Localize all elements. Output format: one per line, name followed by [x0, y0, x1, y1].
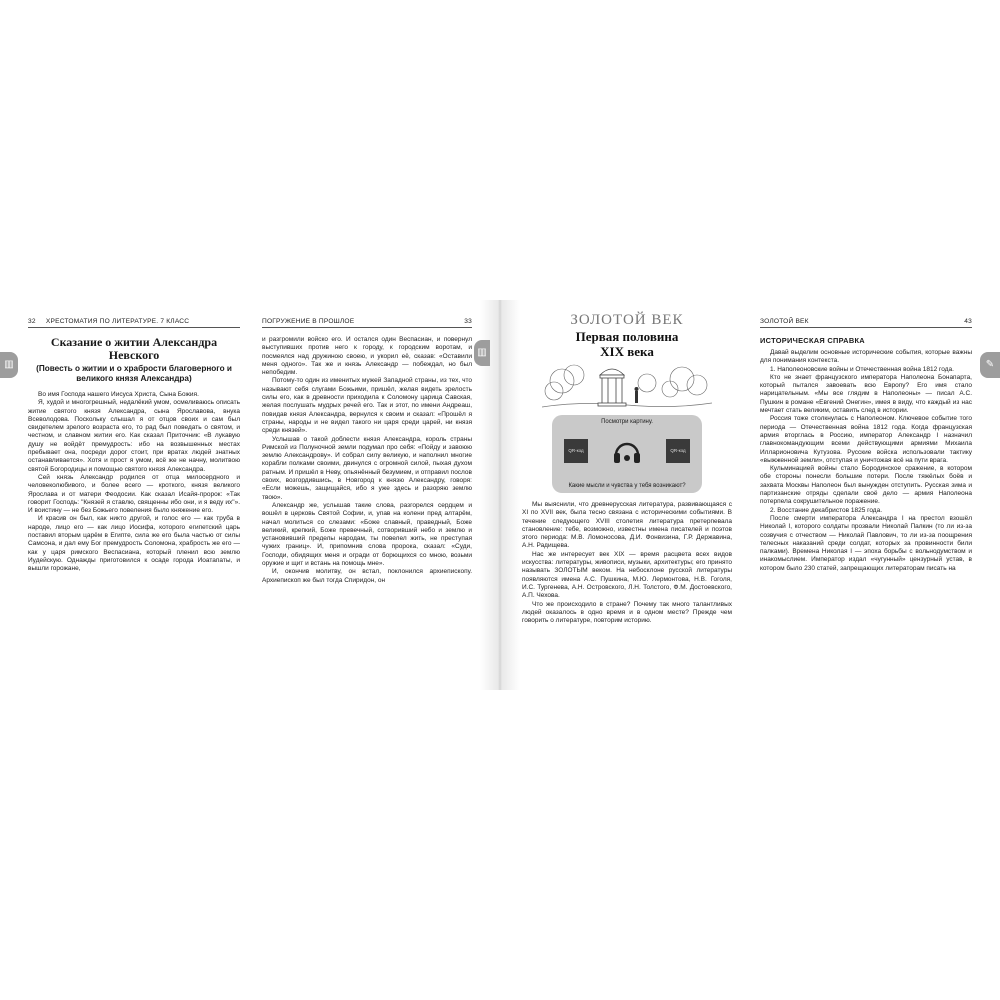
chapter-title-line1: Первая половина — [575, 329, 679, 344]
paragraph: 2. Восстание декабристов 1825 года. — [770, 506, 883, 514]
history-reference-heading: ИСТОРИЧЕСКАЯ СПРАВКА — [760, 336, 865, 345]
paragraph: Потому-то один из именитых мужей Западной страны, из тех, что называют себя слугами Божьими, пришёл, желая видеть зрелость силы его, как в древности приходила к Соломону царица Савская, желая послушать мудрых речей его. Так и этот, по имени Андреаш, повидав князя Александра, вернулся к своим и сказал: «Прошёл я страны, народы и не видел такого ни царя среди царей, ни князя среди князей». — [262, 377, 472, 435]
text-body — [28, 391, 240, 574]
page-number: 33 — [464, 318, 472, 325]
running-header — [262, 318, 472, 328]
paragraph: Что же происходило в стране? Почему так много талантливых людей оказалось в одно время и в одном месте? Прежде чем говорить о литературе, повторим историю. — [522, 600, 732, 625]
section-title: ЗОЛОТОЙ ВЕК — [570, 312, 684, 328]
text-body — [262, 336, 472, 585]
running-header — [28, 318, 240, 328]
qr-panel — [552, 415, 702, 493]
paragraph: Кульминацией войны стало Бородинское сражение, в котором обе стороны понесли большие потери. После тяжёлых боёв и захвата Москвы Наполеон был вынужден отступить. Русская зима и партизанские отряды сделали своё дело — армия Наполеона потерпела сокрушительное поражение. — [760, 465, 972, 506]
chapter-title-line2: XIX века — [600, 344, 654, 359]
paragraph: Я, худой и многогрешный, недалёкий умом, осмеливаюсь описать житие святого князя Александра, сына Ярославова, внука Всеволодова. Поскольку слышал я от отцов своих и сам был свидетелем зрелого возраста его, то рад был поведать о святом, и честном, и славном житии его. Как сказал Приточник: «В лукавую душу не войдёт премудрость: ибо на возвышенных местах пребывает она, посреди дорог стоит, при вратах людей знатных останавливается». Хотя и прост я умом, всё же не начну, молитвою святой Богородицы и помощью святого князя Александра. — [28, 399, 240, 473]
qr-code-left[interactable]: QR-код — [564, 439, 588, 463]
book-icon: ▥ — [474, 340, 490, 366]
page-32 — [28, 318, 240, 688]
page-golden-age-intro — [522, 312, 732, 688]
paragraph: Мы выяснили, что древнерусская литература, развивающаяся с XI по XVII век, была тесно связана с историческими событиями. В течение следующего XVIII столетия литература претерпевала становление: тебе, возможно, известны имена писателей и поэтов этого периода: М.В. Ломоносова, Д.И. Фонвизина, Г.Р. Державина, А.Н. Радищева. — [522, 501, 732, 550]
book-icon: ▥ — [0, 352, 18, 378]
park-rotunda-illustration — [542, 361, 712, 411]
paragraph: Во имя Господа нашего Иисуса Христа, Сына Божия. — [38, 391, 199, 398]
paragraph: Кто не знает французского императора Наполеона Бонапарта, который пытался завоевать всю Европу? Его имя стало нарицательным. «Мы все глядим в Наполеоны» — писал А.С. Пушкин в романе «Евгений Онегин», имея в виду, что каждый из нас мечтает стать великим, оставить след в истории. — [760, 373, 972, 415]
paragraph: и разгромили войско его. И остался один Веспасиан, и повернул выступивших против него к городу, к городским воротам, и посмеялся над дружиною своею, и укорил её, сказав: «Оставили меня одного». Так же и князь Александр — побеждал, но был непобедим. — [262, 336, 472, 377]
page-33 — [262, 318, 472, 688]
headphones-icon — [610, 435, 644, 469]
page-number: 43 — [964, 318, 972, 325]
qr-prompt-top: Посмотри картину. — [601, 419, 653, 425]
paragraph: Сей князь Александр родился от отца милосердного и человеколюбивого, и более всего — кроткого, князя великого Ярослава и от матери Феодосии. Как сказал Исайя-пророк: «Так говорит Господь: "Князей я ставлю, священны ибо они, и я веду их"». И воистину — не без Божьего повеления было княжение его. — [28, 473, 240, 515]
page-43 — [760, 318, 972, 688]
feather-icon: ✎ — [980, 352, 1000, 378]
paragraph: И, окончив молитву, он встал, поклонился архиепископу. Архиепископ же был тогда Спиридон, он — [262, 568, 472, 584]
paragraph: Нас же интересует век XIX — время расцвета всех видов искусства: литературы, живописи, музыки, архитектуры; его принято называть ЗОЛОТЫМ веком. На небосклоне русской литературы появляются имена А.С. Пушкина, М.Ю. Лермонтова, Н.В. Гоголя, И.С. Тургенева, А.Н. Островского, Л.Н. Толстого, Ф.М. Достоевского, А.П. Чехова. — [522, 550, 732, 600]
paragraph: Александр же, услышав такие слова, разгорелся сердцем и вошёл в церковь Святой Софии, и, упав на колени пред алтарём, начал молиться со слезами: «Боже славный, праведный, Боже великий, крепкий, Боже превечный, сотворивший небо и землю и установивший пределы народам, ты повелел жить, не преступая чужих границ». И, припомнив слова пророка, сказал: «Суди, Господи, обидящих меня и огради от борющихся со мною, возьми оружие и щит и встань на помощь мне». — [262, 501, 472, 568]
book-spread — [0, 312, 1000, 688]
paragraph: Давай выделим основные исторические события, которые важны для понимания контекста. — [760, 349, 972, 365]
running-header — [760, 318, 972, 328]
header-title: ПОГРУЖЕНИЕ В ПРОШЛОЕ — [262, 318, 355, 325]
story-subtitle: (Повесть о житии и о храбрости благоверного и великого князя Александра) — [36, 364, 232, 383]
paragraph: После смерти императора Александра I на престол взошёл Николай I, которого солдаты прозвали Николай Палкин (то ли из-за созвучия с отчеством — Николай Павлович, то ли из-за поощрения телесных наказаний среди солдат, которых за провинности били палками). Времена Николая I — эпоха борьбы с вольнодумством и инакомыслием. Император издал «чугунный» цензурный устав, в котором было 230 статей, запрещающих литераторам писать на — [760, 514, 972, 572]
story-title: Сказание о житии Александра Невского — [50, 335, 218, 362]
qr-code-right[interactable]: QR-код — [666, 439, 690, 463]
paragraph: Услышав о такой доблести князя Александра, король страны Римской из Полуночной земли подумал про себя: «Пойду и завоюю землю Александрову». И собрал силу великую, и наполнил многие корабли полками своими, двинулся с огромной силой, пыхая духом ратным. И пришёл в Неву, опьянённый безумием, и отправил послов своих, возгордившись, в Новгород к князю Александру, говоря: «Если можешь, защищайся, ибо я уже здесь и разоряю землю твою». — [262, 435, 472, 501]
text-body — [522, 501, 732, 625]
header-title: ХРЕСТОМАТИЯ ПО ЛИТЕРАТУРЕ. 7 КЛАСС — [45, 318, 190, 325]
paragraph: И красив он был, как никто другой, и голос его — как труба в народе, лицо его — как лицо Иосифа, которого египетский царь поставил вторым царём в Египте, сила же его была частью от силы Самсона, и дал ему Бог премудрость Соломона, храбрость же его — как у царя римского Веспасиана, который пленил всю землю Иудейскую. Однажды приготовился к осаде города Иоатапаты, и вышли горожане, — [28, 515, 240, 573]
qr-prompt-bottom: Какие мысли и чувства у тебя возникают? — [568, 483, 686, 489]
paragraph: 1. Наполеоновские войны и Отечественная война 1812 года. — [770, 365, 954, 373]
text-body — [760, 349, 972, 573]
page-number: 32 — [28, 318, 36, 325]
paragraph: Россия тоже столкнулась с Наполеоном. Ключевое событие того периода — Отечественная война 1812 года. Когда французская армия вторглась в Россию, император Александр I назначил главнокомандующим всеми действующими армиями Михаила Илларионовича Кутузова. Русские войска использовали тактику «выжженной земли», отступая и уничтожая всё на пути врага. — [760, 415, 972, 464]
header-title: ЗОЛОТОЙ ВЕК — [760, 318, 809, 325]
